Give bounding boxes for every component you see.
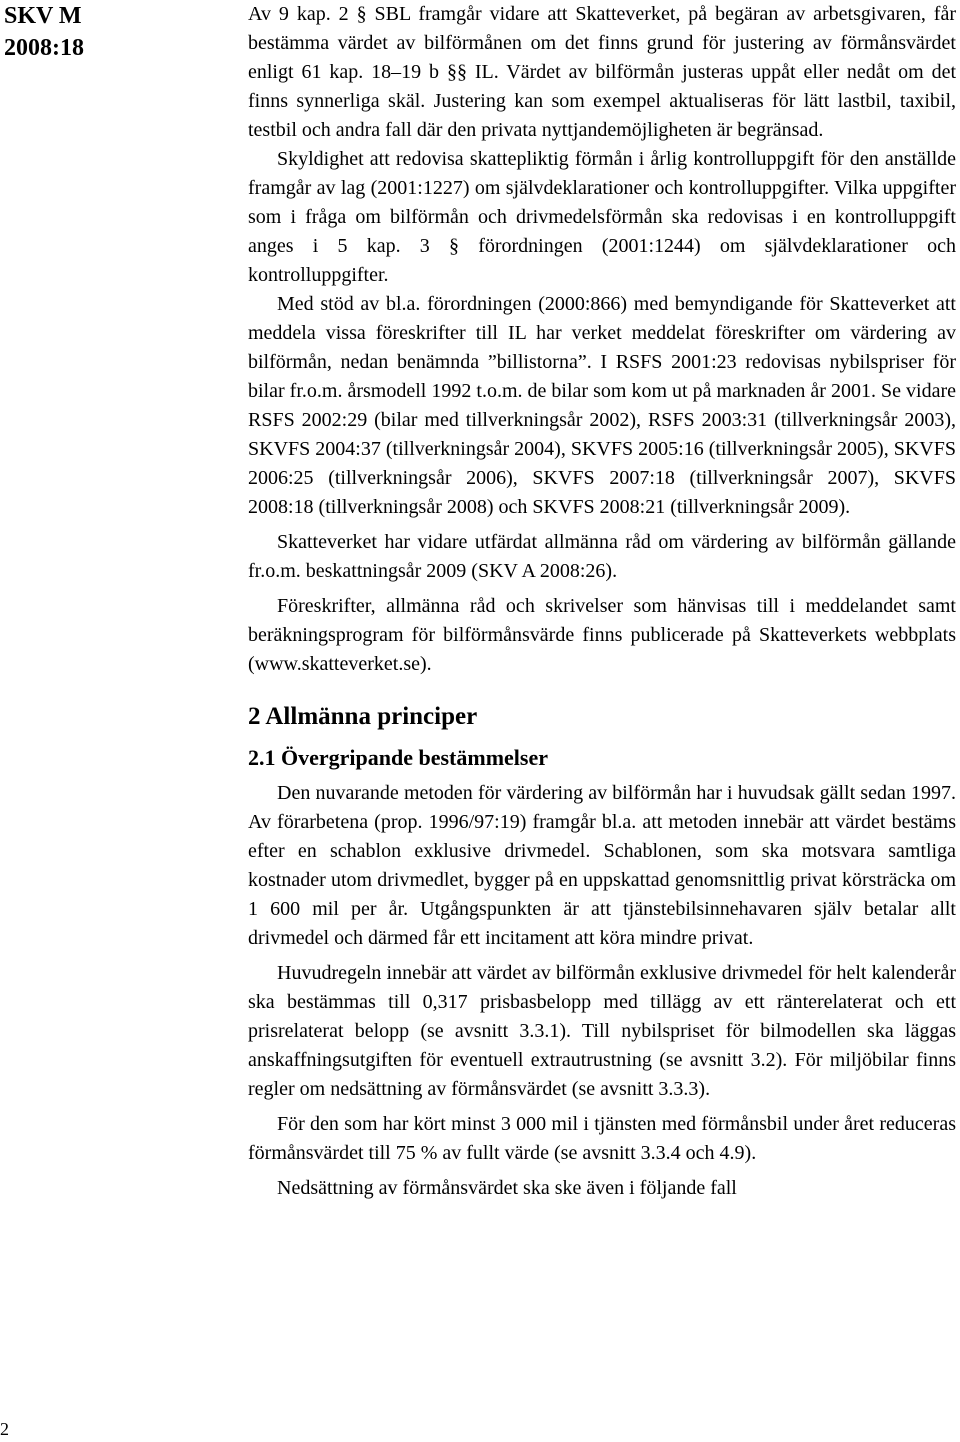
paragraph-section-3: För den som har kört minst 3 000 mil i tjänsten med förmånsbil under året reduceras förmånsvärdet till 75 % av fullt värde (se avsnitt 3.3.4 och 4.9). (248, 1113, 956, 1164)
doc-id-line1: SKV M (4, 3, 82, 29)
paragraph-intro-2: Skyldighet att redovisa skattepliktig förmån i årlig kontrolluppgift för den anställde framgår av lag (2001:1227) om självdeklarationer och kontrolluppgifter. Vilka uppgifter som i fråga om bilförmån och drivmedelsförmån ska redovisas i en kontrolluppgift anges i 5 kap. 3 § förordningen (2001:1244) om självdeklarationer och kontrolluppgifter. (248, 148, 956, 286)
paragraph-intro-4: Skatteverket har vidare utfärdat allmänna råd om värdering av bilförmån gällande fr.o.m. beskattningsår 2009 (SKV A 2008:26). (248, 531, 956, 582)
paragraph-intro-1: Av 9 kap. 2 § SBL framgår vidare att Skatteverket, på begäran av arbetsgivaren, får bestämma värdet av bilförmånen om det finns grund för justering av förmånsvärdet enligt 61 kap. 18–19 b §§ IL. Värdet av bilförmån justeras uppåt eller nedåt om det finns synnerliga skäl. Justering kan som exempel aktualiseras för lätt lastbil, taxibil, testbil och andra fall där den privata nyttjandemöjligheten är begränsad. (248, 3, 956, 141)
paragraph-section-2: Huvudregeln innebär att värdet av bilförmån exklusive drivmedel för helt kalenderår ska bestämmas till 0,317 prisbasbelopp med tillägg av ett ränterelaterat och ett prisrelaterat belopp (se avsnitt 3.3.1). Till nybilspriset för bilmodellen ska läggas anskaffningsutgiften för eventuell extrautrustning (se avsnitt 3.2). För miljöbilar finns regler om nedsättning av förmånsvärdet (se avsnitt 3.3.3). (248, 962, 956, 1100)
paragraph-section-1: Den nuvarande metoden för värdering av bilförmån har i huvudsak gällt sedan 1997. Av förarbetena (prop. 1996/97:19) framgår bl.a. att metoden innebär att värdet bestäms efter en schablon exklusive drivmedel. Schablonen, som ska motsvara samtliga kostnader utom drivmedlet, bygger på en uppskattad genomsnittlig privat körsträcka om 1 600 mil per år. Utgångspunkten är att tjänstebilsinnehavaren själv betalar allt drivmedel och därmed får ett incitament att köra mindre privat. (248, 782, 956, 949)
subsection-heading: 2.1 Övergripande bestämmelser (248, 745, 548, 770)
doc-id-line2: 2008:18 (4, 35, 84, 61)
paragraph-intro-5: Föreskrifter, allmänna råd och skrivelser som hänvisas till i meddelandet samt beräkningsprogram för bilförmånsvärde finns publicerade på Skatteverkets webbplats (www.skatteverket.se). (248, 595, 956, 675)
document-identifier (4, 0, 84, 64)
paragraph-section-4: Nedsättning av förmånsvärdet ska ske även i följande fall (277, 1177, 737, 1199)
page-number: 2 (0, 1419, 9, 1439)
main-text (248, 0, 956, 1203)
paragraph-intro-3: Med stöd av bl.a. förordningen (2000:866) med bemyndigande för Skatteverket att meddela vissa föreskrifter till IL har verket meddelat föreskrifter om värdering av bilförmån, nedan benämnda ”billistorna”. I RSFS 2001:23 redovisas nybilspriser för bilar fr.o.m. årsmodell 1992 t.o.m. de bilar som kom ut på marknaden år 2001. Se vidare RSFS 2002:29 (bilar med tillverkningsår 2002), RSFS 2003:31 (tillverkningsår 2003), SKVFS 2004:37 (tillverkningsår 2004), SKVFS 2005:16 (tillverkningsår 2005), SKVFS 2006:25 (tillverkningsår 2006), SKVFS 2007:18 (tillverkningsår 2007), SKVFS 2008:18 (tillverkningsår 2008) och SKVFS 2008:21 (tillverkningsår 2009). (248, 293, 956, 518)
section-heading: 2 Allmänna principer (248, 703, 478, 730)
